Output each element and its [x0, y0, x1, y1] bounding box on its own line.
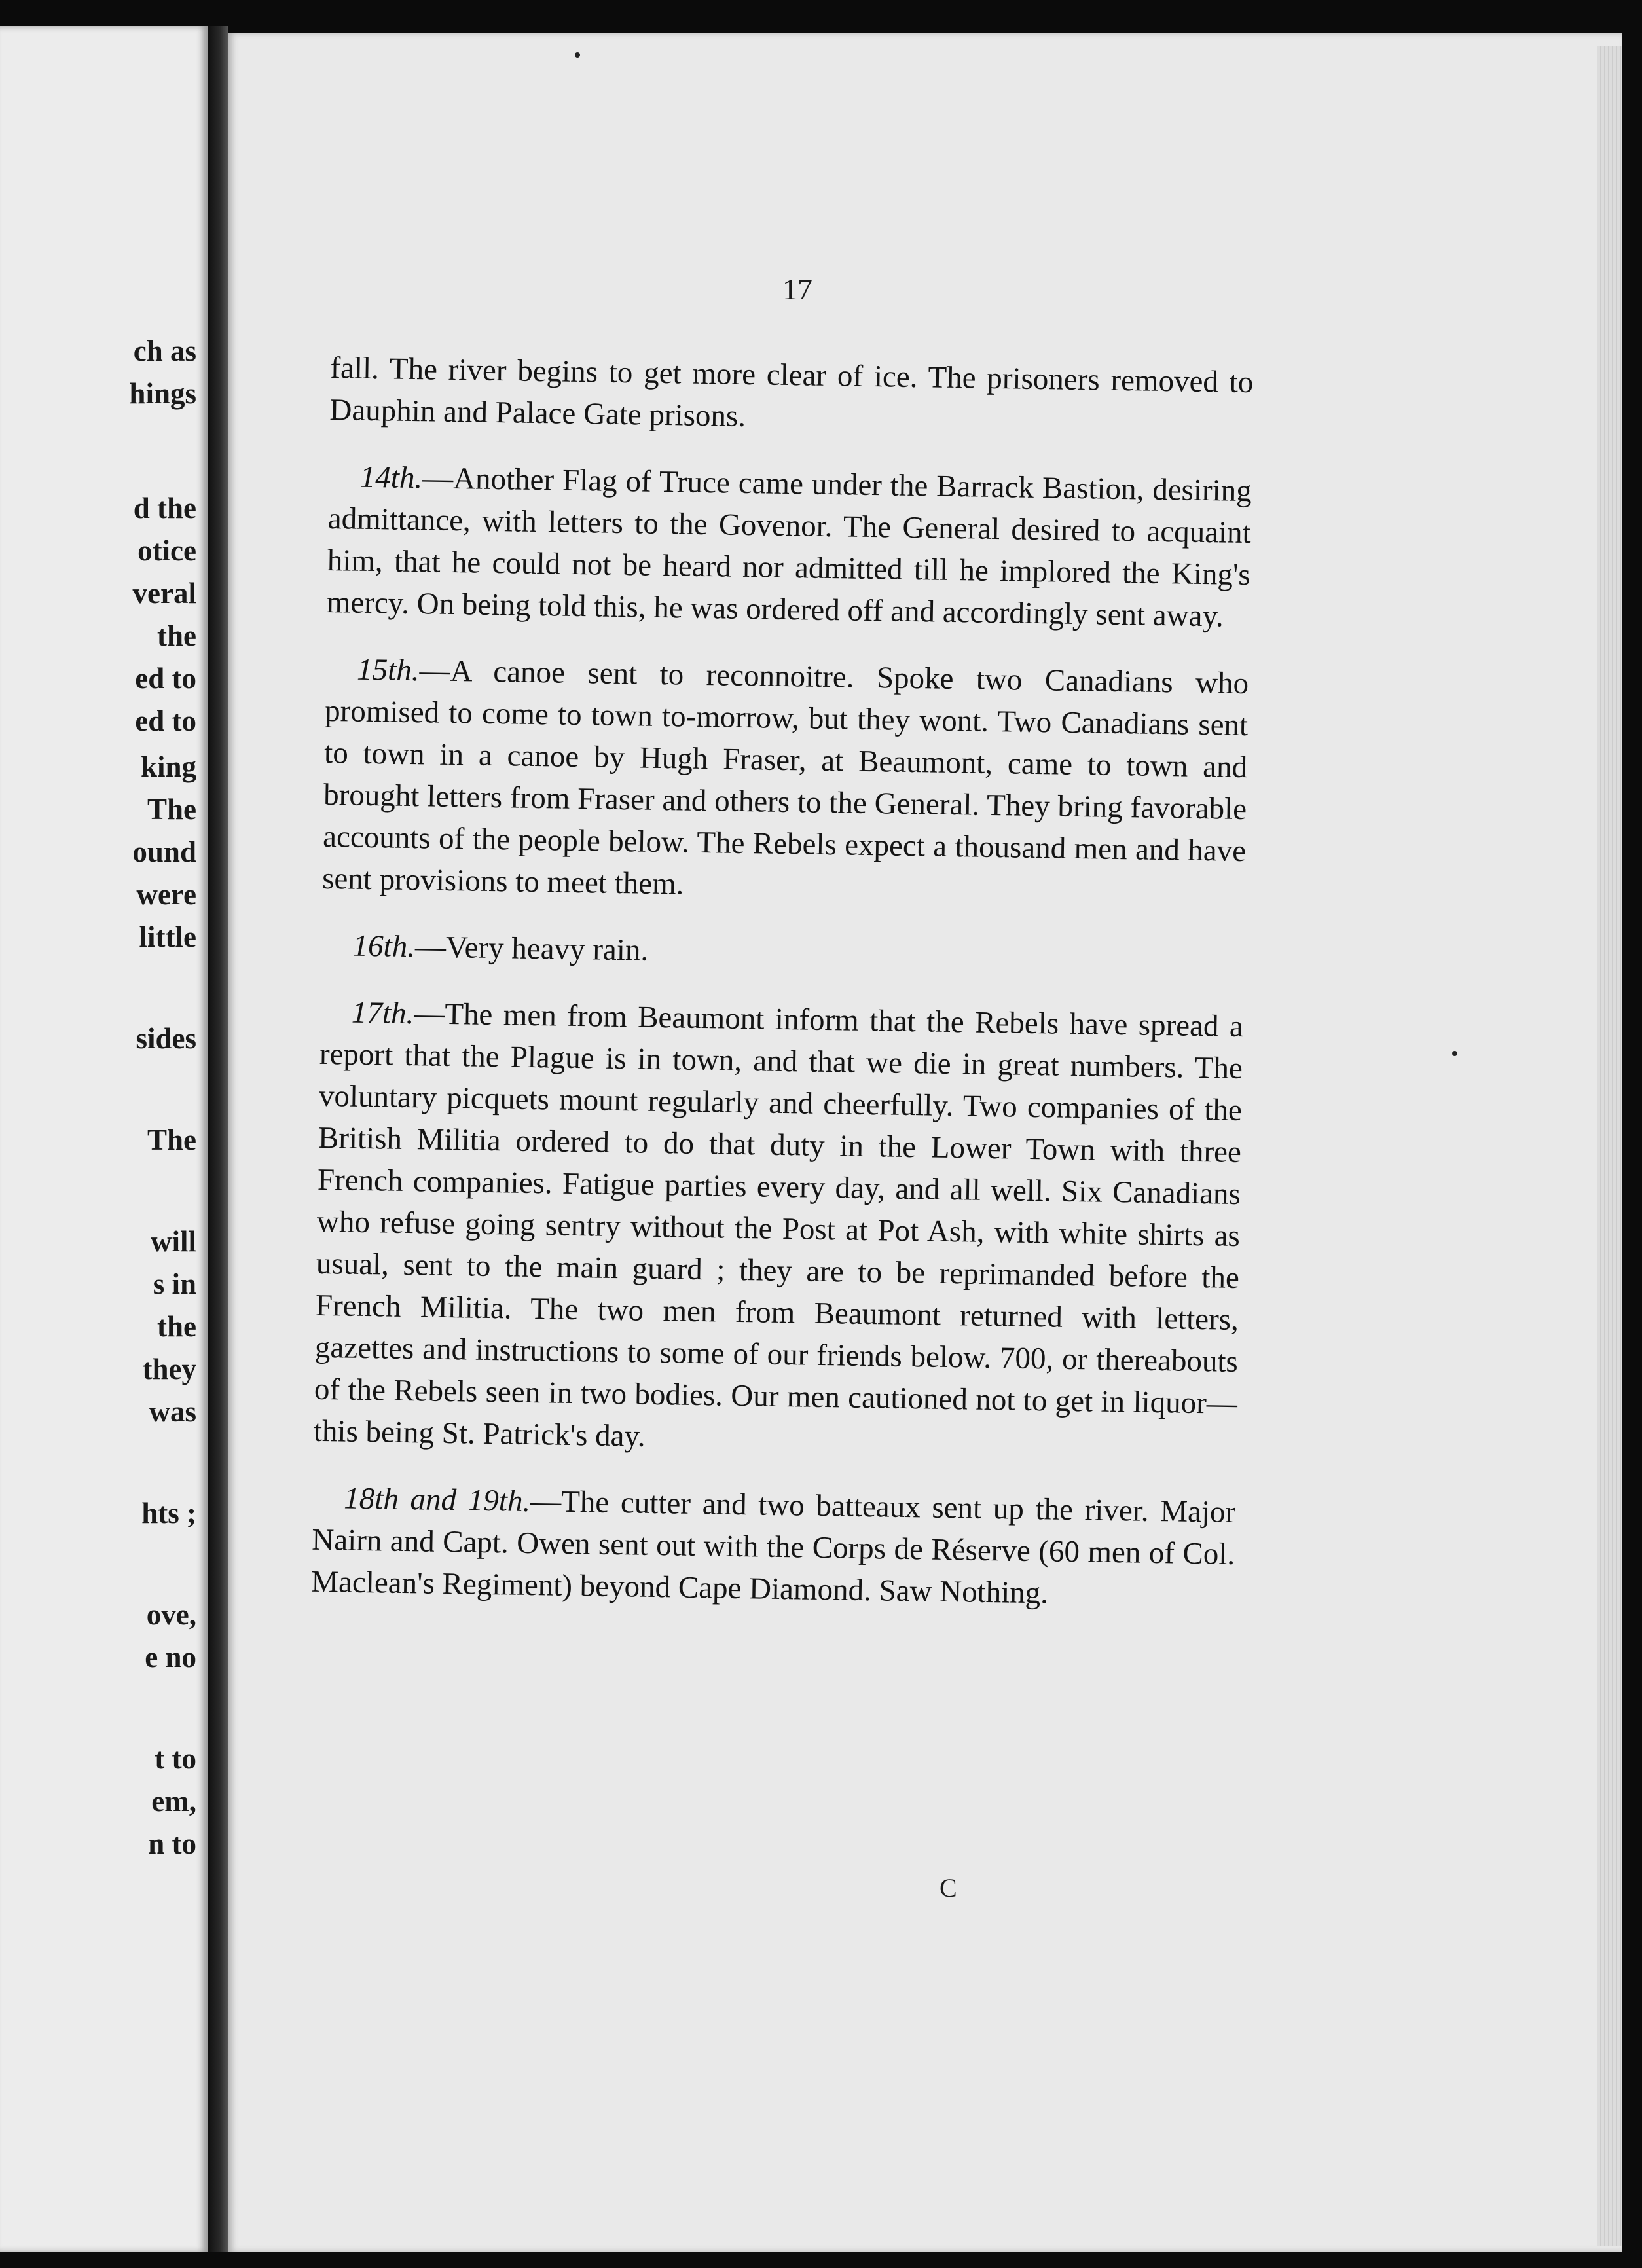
book-gutter — [208, 26, 228, 2252]
left-fragment: ch as — [133, 335, 196, 367]
scan-border — [0, 2252, 1642, 2268]
left-fragment: king — [140, 750, 196, 783]
left-fragment: little — [139, 921, 196, 953]
left-fragment: d the — [133, 492, 196, 524]
paragraph — [329, 347, 1254, 445]
left-fragment: the — [157, 1310, 196, 1343]
left-fragment: they — [142, 1353, 196, 1385]
left-fragment: hings — [129, 377, 196, 410]
left-fragment: veral — [132, 577, 196, 610]
left-page — [0, 26, 208, 2252]
left-fragment: the — [157, 619, 196, 652]
paragraph-date: 16th. — [352, 928, 416, 964]
paragraph — [313, 991, 1243, 1467]
paragraph — [311, 1477, 1236, 1617]
page-number: 17 — [782, 272, 812, 306]
left-fragment: The — [147, 793, 196, 826]
paragraph-date: 17th. — [351, 995, 414, 1031]
left-fragment: The — [147, 1124, 196, 1156]
paragraph-text: —The cutter and two batteaux sent up the river. Major Nairn and Capt. Owen sent out with the Corps de Réserve (60 men of Col. Maclean's Regiment) beyond Cape Diamond. Saw Nothing. — [310, 1484, 1236, 1611]
signature-mark: C — [940, 1873, 957, 1903]
paragraph — [322, 648, 1249, 914]
left-fragment: were — [136, 878, 196, 911]
paragraph-text: fall. The river begins to get more clear of ice. The prisoners removed to Dauphin and Palace Gate prisons. — [329, 350, 1254, 433]
left-fragment: ed to — [135, 662, 196, 695]
page-body-text — [310, 347, 1254, 1642]
paragraph-text: —Another Flag of Truce came under the Barrack Bastion, desiring admittance, with letters to the Govenor. The General desired to acquaint him, that he could not be heard nor admitted till he implored the King's mercy. On being told this, he was ordered off and accordingly sent away. — [326, 461, 1252, 634]
paragraph-date: 14th. — [359, 460, 423, 496]
left-fragment: ed to — [135, 704, 196, 737]
left-fragment: n to — [148, 1827, 196, 1860]
left-fragment: otice — [137, 534, 196, 567]
paragraph-text: —A canoe sent to reconnoitre. Spoke two Canadians who promised to come to town to-morrow, but they wont. Two Canadians sent to town in a canoe by Hugh Fraser, at Beaumont, came to town and brought letters from Fraser and others to the General. They bring favorable accounts of the people below. The Rebels expect a thousand men and have sent provisions to meet them. — [321, 653, 1249, 902]
left-fragment: ound — [132, 835, 196, 868]
left-fragment: sides — [136, 1022, 196, 1055]
page-edges — [1597, 46, 1622, 2246]
left-fragment: ove, — [146, 1598, 196, 1631]
paragraph-date: 15th. — [356, 652, 420, 688]
ink-speck — [1452, 1051, 1457, 1056]
left-fragment: em, — [151, 1785, 196, 1818]
left-fragment: will — [150, 1225, 196, 1258]
left-fragment: t to — [155, 1742, 196, 1775]
paragraph-text: —The men from Beaumont inform that the Rebels have spread a report that the Plague is in town, and that we die in great numbers. The voluntary picquets mount regularly and cheerfully. Two companies of the British Militia ordered to do that duty in the Lower Town with three French companies. Fatigue parties every day, and all well. Six Canadians who refuse going sentry without the Post at Pot Ash, with white shirts as usual, sent to the main guard ; they are to be reprimanded before the French Militia. The two men from Beaumont returned with letters, gazettes and instructions to some of our friends below. 700, or thereabouts of the Rebels seen in two bodies. Our men cautioned not to get in liquor—this being St. Patrick's day. — [313, 997, 1244, 1454]
left-fragment: was — [149, 1395, 196, 1428]
ink-speck — [575, 52, 580, 58]
left-fragment: s in — [153, 1268, 196, 1300]
paragraph — [321, 924, 1245, 981]
paragraph-date: 18th and 19th. — [343, 1481, 531, 1519]
left-fragment: hts ; — [141, 1497, 196, 1529]
paragraph — [326, 456, 1252, 638]
paragraph-text: —Very heavy rain. — [414, 930, 649, 968]
left-fragment: e no — [145, 1641, 196, 1674]
